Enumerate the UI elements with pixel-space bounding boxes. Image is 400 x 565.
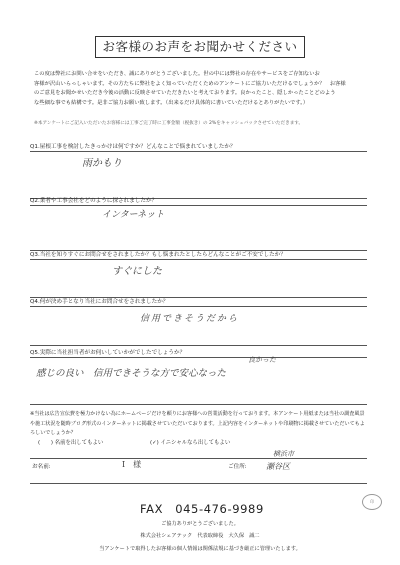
publication-permission-text: ※当社は広告宣伝費を極力かけない為にホームページだけを頼りにお客様への営業活動を行っております。本アンケート用紙または当社の調査風景や施工状況を随時ブログ形式のインターネットに掲載させていただいております。上記内容をインターネットや印刷物に掲載させていただいてもよろしいでしょうか？ — [30, 411, 365, 437]
question-1-answer: 雨かもり — [82, 158, 122, 169]
question-1-answer-box — [30, 151, 367, 199]
question-1-label: Q1.屋根工事を検討したきっかけは何ですか？どんなことで悩まれていましたか？ — [30, 144, 236, 150]
cashback-note: ※本アンケートにご記入いただいたお客様には工事ご完了時に工事金額（税抜き）の 2%をキャッシュバックさせていただきます。 — [34, 121, 304, 126]
address-value: 瀬谷区 — [266, 462, 290, 471]
intro-line: この度は弊社にお問い合せをいただき、誠にありがとうございました。世の中には弊社の存在やサービスをご存知ないお — [34, 71, 320, 77]
privacy-text: 当アンケートで取得したお客様の個人情報は関係法規に基づき厳正に管理いたします。 — [99, 546, 301, 552]
intro-line: 客様が沢山いらっしゃいます。その方たちに弊社をよく知っていただくためのアンケートにご協力いただけるでしょうか？ お客様 — [34, 80, 346, 87]
seal-stamp: 印 — [362, 494, 382, 510]
option-initials[interactable] — [150, 438, 230, 446]
question-4-label: Q4.何が決め手となり当社にお問合せをされましたか？ — [30, 299, 169, 305]
name-label: お名前: — [32, 464, 51, 470]
address-label: ご住所: — [228, 464, 247, 470]
question-5-answer: 感じの良い 信用できそうな方で安心なった — [36, 368, 227, 379]
question-4-answer-box — [30, 306, 367, 346]
option-full-name[interactable] — [38, 438, 103, 446]
question-2-label: Q2.業者や工事会社をどのように探されましたか？ — [30, 198, 158, 204]
question-3-answer-box — [30, 259, 367, 298]
question-3-answer: すぐにした — [112, 266, 162, 277]
name-value: I 様 — [122, 460, 142, 469]
company-text: 株式会社シェアテック 代表取締役 大久保 誠二 — [140, 533, 260, 539]
option-checkbox[interactable]: ( ) — [38, 440, 53, 446]
question-4-answer: 信用できそうだから — [140, 314, 240, 324]
option-label: イニシャルなら出してもよい — [160, 440, 231, 446]
question-5-answer-note: 良かった — [248, 356, 276, 364]
intro-line: のご意見をお聞かせいただき今後の活動に反映させていただきたいと考えております。良かったこと、隠しかったことどのよう — [34, 90, 336, 97]
question-2-answer: インターネット — [102, 210, 165, 220]
question-2-answer-box — [30, 205, 367, 251]
question-5-answer-box — [30, 357, 367, 405]
question-3-label: Q3.当社を知りすぐにお問合せをされましたか？もし悩まれたとしたらどんなことがご不安でしたか？ — [30, 252, 286, 258]
fax-number: FAX 045-476-9989 — [140, 502, 264, 516]
question-5-label: Q5.実際に当社担当者がお伺いしていかがでしたでしょうか？ — [30, 350, 186, 356]
thanks-text: ご協力ありがとうございました。 — [161, 521, 239, 527]
address-note: 横浜市 — [273, 450, 294, 458]
intro-text — [34, 70, 369, 108]
intro-line: な些細な事でも結構です。是非ご協力お願い致します。（出来るだけ具体的に書いていただけるとありがたいです。） — [34, 99, 309, 106]
page-title: お客様のお声をお聞かせください — [95, 36, 305, 58]
option-label: 名前を出してもよい — [54, 440, 104, 446]
customer-info-box — [30, 450, 367, 484]
option-checkbox[interactable]: (✓) — [150, 440, 159, 446]
